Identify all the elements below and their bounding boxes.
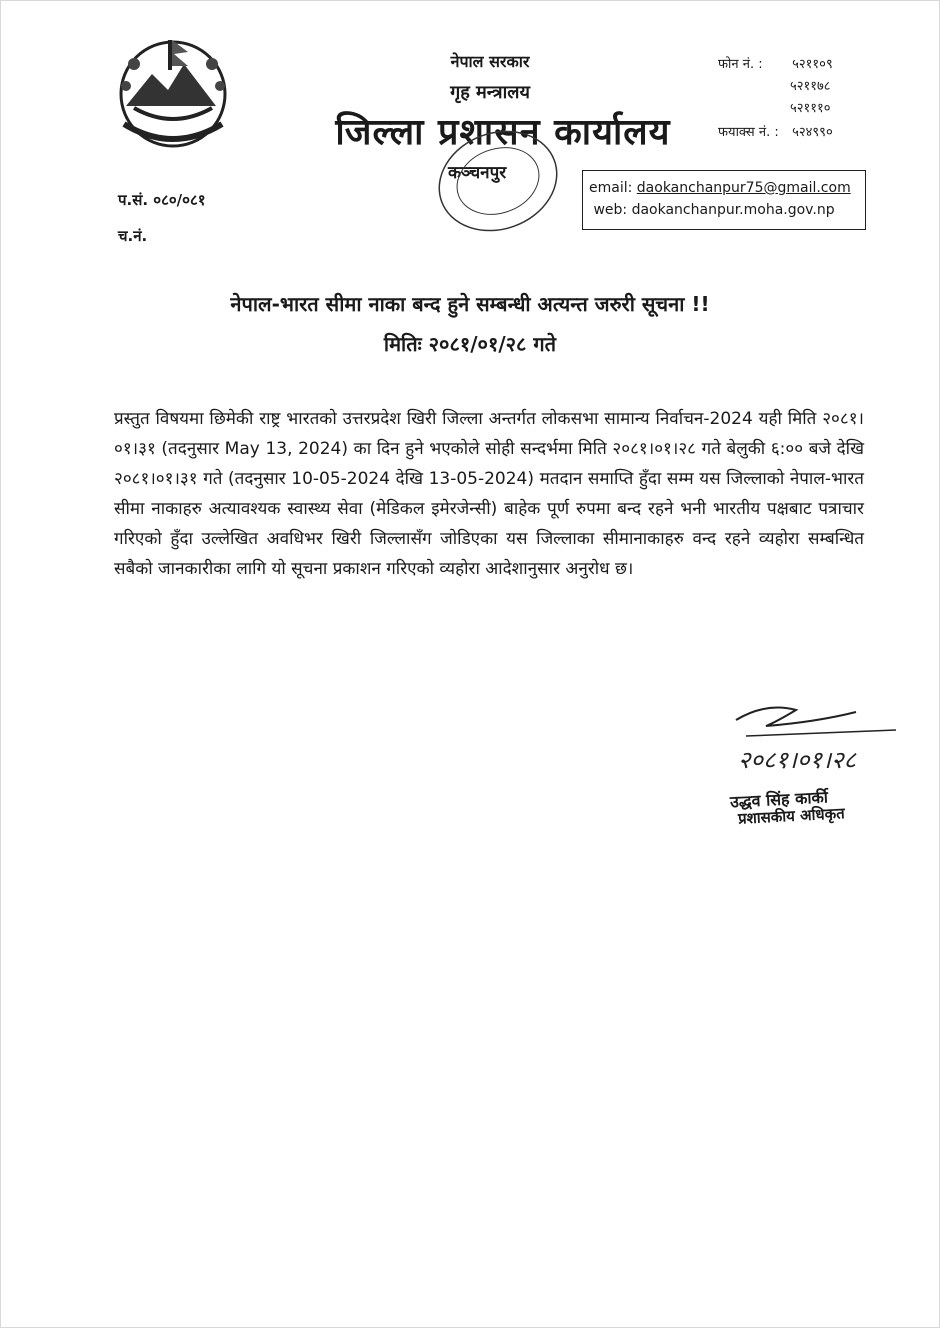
phone-label: फोन नं. : xyxy=(718,57,763,72)
office-heading: जिल्ला प्रशासन कार्यालय xyxy=(335,112,671,153)
phone-number: ५२१११० xyxy=(790,101,831,116)
signatory-designation: प्रशासकीय अधिकृत xyxy=(737,804,846,828)
signatory-name: उद्धव सिंह कार्की xyxy=(729,787,829,812)
notice-title: नेपाल-भारत सीमा नाका बन्द हुने सम्बन्धी अत्यन्त जरुरी सूचना !! xyxy=(230,292,710,316)
signature-date: २०८१।०१।२८ xyxy=(738,746,857,774)
web-link[interactable]: daokanchanpur.moha.gov.np xyxy=(631,202,835,218)
web-label: web: xyxy=(593,202,628,218)
phone-line-1 xyxy=(718,54,833,72)
notice-date: मितिः २०८१/०१/२८ गते xyxy=(383,332,557,356)
nepal-emblem-logo xyxy=(104,34,242,152)
contact-box xyxy=(582,170,866,230)
phone-number: ५२११०९ xyxy=(792,57,833,72)
email-label: email: xyxy=(589,180,633,196)
email-link[interactable]: daokanchanpur75@gmail.com xyxy=(636,180,851,196)
phone-number: ५२११७८ xyxy=(790,79,831,94)
notice-body: प्रस्तुत विषयमा छिमेकी राष्ट्र भारतको उत्तरप्रदेश खिरी जिल्ला अन्तर्गत लोकसभा सामान्य निर्वाचन-2024 यही मिति २०८१।०१।३१ (तदनुसार May 13, 2024) का दिन हुने भएकोले सोही सन्दर्भमा मिति २०८१।०१।२८ गते बेलुकी ६:०० बजे देखि २०८१।०१।३१ गते (तदनुसार 10-05-2024 देखि 13-05-2024) मतदान समाप्ति हुँदा सम्म यस जिल्लाको नेपाल-भारत सीमा नाकाहरु अत्यावश्यक स्वास्थ्य सेवा (मेडिकल इमेरजेन्सी) बाहेक पूर्ण रुपमा बन्द रहने भनी भारतीय पक्षबाट पत्राचार गरिएको हुँदा उल्लेखित अवधिभर खिरी जिल्लासँग जोडिएका यस जिल्लाका सीमानाकाहरु वन्द रहने व्यहोरा सम्बन्धित सबैको जानकारीका लागि यो सूचना प्रकाशन गरिएको व्यहोरा आदेशानुसार अनुरोध छ। xyxy=(114,409,864,579)
fax-line xyxy=(718,122,833,140)
dispatch-number: च.नं. xyxy=(118,227,148,245)
handwritten-signature xyxy=(726,692,906,782)
office-stamp xyxy=(430,126,566,236)
government-heading: नेपाल सरकार xyxy=(450,52,530,71)
ministry-heading: गृह मन्त्रालय xyxy=(450,82,530,103)
fax-label: फयाक्स नं. : xyxy=(718,125,779,140)
letter-number: प.सं. ०८०/०८१ xyxy=(118,191,206,209)
fax-number: ५२४९९० xyxy=(792,125,833,140)
district-heading: कञ्चनपुर xyxy=(448,163,507,183)
